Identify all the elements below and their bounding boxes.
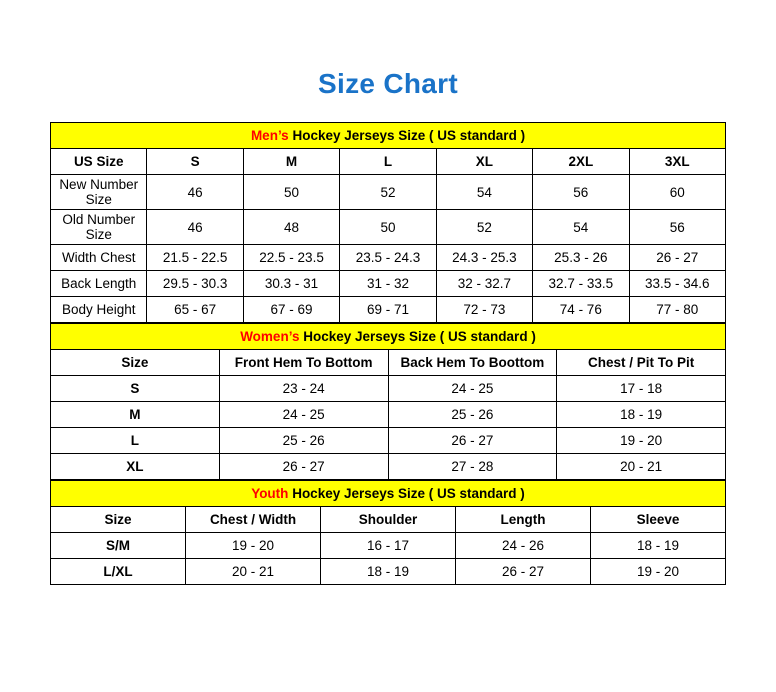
mens-header-4: XL xyxy=(436,149,532,175)
mens-row2-c4: 24.3 - 25.3 xyxy=(436,245,532,271)
mens-row2-label: Width Chest xyxy=(51,245,147,271)
youth-row0-c3: 24 - 26 xyxy=(456,533,591,559)
mens-row1-label: Old Number Size xyxy=(51,210,147,245)
mens-row3-c4: 32 - 32.7 xyxy=(436,271,532,297)
mens-row0-label: New Number Size xyxy=(51,175,147,210)
womens-row3-c2: 27 - 28 xyxy=(388,454,557,480)
womens-row3-c3: 20 - 21 xyxy=(557,454,726,480)
mens-row4-label: Body Height xyxy=(51,297,147,323)
womens-row1-label: M xyxy=(51,402,220,428)
youth-row0-c1: 19 - 20 xyxy=(186,533,321,559)
womens-size-table xyxy=(50,323,726,480)
mens-row0-c5: 56 xyxy=(533,175,629,210)
youth-row1-c1: 20 - 21 xyxy=(186,559,321,585)
womens-row3-c1: 26 - 27 xyxy=(219,454,388,480)
table-header-row xyxy=(51,149,726,175)
mens-row1-c4: 52 xyxy=(436,210,532,245)
table-row xyxy=(51,175,726,210)
mens-row3-c5: 32.7 - 33.5 xyxy=(533,271,629,297)
table-row xyxy=(51,559,726,585)
mens-row4-c3: 69 - 71 xyxy=(340,297,436,323)
mens-row4-c5: 74 - 76 xyxy=(533,297,629,323)
mens-row3-c6: 33.5 - 34.6 xyxy=(629,271,725,297)
table-row xyxy=(51,402,726,428)
mens-row0-c3: 52 xyxy=(340,175,436,210)
womens-header-3: Chest / Pit To Pit xyxy=(557,350,726,376)
womens-row1-c1: 24 - 25 xyxy=(219,402,388,428)
youth-banner-rest: Hockey Jerseys Size ( US standard ) xyxy=(288,486,525,501)
youth-row1-c3: 26 - 27 xyxy=(456,559,591,585)
mens-row3-c1: 29.5 - 30.3 xyxy=(147,271,243,297)
womens-banner-cell xyxy=(51,324,726,350)
youth-row1-label: L/XL xyxy=(51,559,186,585)
youth-row1-c2: 18 - 19 xyxy=(321,559,456,585)
table-row xyxy=(51,376,726,402)
page-title: Size Chart xyxy=(318,68,458,99)
youth-header-3: Length xyxy=(456,507,591,533)
youth-row1-c4: 19 - 20 xyxy=(591,559,726,585)
mens-header-2: M xyxy=(243,149,339,175)
mens-header-1: S xyxy=(147,149,243,175)
womens-row0-c1: 23 - 24 xyxy=(219,376,388,402)
table-row xyxy=(51,454,726,480)
mens-row0-c1: 46 xyxy=(147,175,243,210)
mens-row2-c5: 25.3 - 26 xyxy=(533,245,629,271)
womens-row1-c2: 25 - 26 xyxy=(388,402,557,428)
youth-header-2: Shoulder xyxy=(321,507,456,533)
size-chart-tables xyxy=(50,122,726,585)
mens-row0-c4: 54 xyxy=(436,175,532,210)
youth-row0-label: S/M xyxy=(51,533,186,559)
womens-row1-c3: 18 - 19 xyxy=(557,402,726,428)
mens-row4-c1: 65 - 67 xyxy=(147,297,243,323)
youth-size-table xyxy=(50,480,726,585)
womens-row2-label: L xyxy=(51,428,220,454)
table-row xyxy=(51,271,726,297)
mens-banner-accent: Men’s xyxy=(250,128,289,143)
mens-header-0: US Size xyxy=(51,149,147,175)
womens-header-1: Front Hem To Bottom xyxy=(219,350,388,376)
table-banner-row xyxy=(51,123,726,149)
mens-banner-rest: Hockey Jerseys Size ( US standard ) xyxy=(288,128,526,143)
mens-row1-c3: 50 xyxy=(340,210,436,245)
youth-header-1: Chest / Width xyxy=(186,507,321,533)
mens-row1-c6: 56 xyxy=(629,210,725,245)
mens-row3-c2: 30.3 - 31 xyxy=(243,271,339,297)
mens-row4-c4: 72 - 73 xyxy=(436,297,532,323)
mens-row3-c3: 31 - 32 xyxy=(340,271,436,297)
mens-row1-c5: 54 xyxy=(533,210,629,245)
womens-header-2: Back Hem To Boottom xyxy=(388,350,557,376)
womens-row2-c3: 19 - 20 xyxy=(557,428,726,454)
womens-row0-c2: 24 - 25 xyxy=(388,376,557,402)
mens-row4-c2: 67 - 69 xyxy=(243,297,339,323)
youth-header-4: Sleeve xyxy=(591,507,726,533)
table-banner-row xyxy=(51,324,726,350)
table-row xyxy=(51,210,726,245)
womens-banner-accent: Women’s xyxy=(240,329,300,344)
mens-header-5: 2XL xyxy=(533,149,629,175)
mens-row0-c6: 60 xyxy=(629,175,725,210)
mens-banner-cell xyxy=(51,123,726,149)
table-row xyxy=(51,428,726,454)
mens-row2-c1: 21.5 - 22.5 xyxy=(147,245,243,271)
mens-row0-c2: 50 xyxy=(243,175,339,210)
table-row xyxy=(51,533,726,559)
table-banner-row xyxy=(51,481,726,507)
womens-row2-c2: 26 - 27 xyxy=(388,428,557,454)
mens-row4-c6: 77 - 80 xyxy=(629,297,725,323)
womens-banner-rest: Hockey Jerseys Size ( US standard ) xyxy=(299,329,536,344)
mens-header-3: L xyxy=(340,149,436,175)
mens-row1-c1: 46 xyxy=(147,210,243,245)
table-header-row xyxy=(51,350,726,376)
mens-row2-c3: 23.5 - 24.3 xyxy=(340,245,436,271)
table-header-row xyxy=(51,507,726,533)
womens-row0-label: S xyxy=(51,376,220,402)
womens-header-0: Size xyxy=(51,350,220,376)
womens-row0-c3: 17 - 18 xyxy=(557,376,726,402)
youth-row0-c4: 18 - 19 xyxy=(591,533,726,559)
youth-banner-cell xyxy=(51,481,726,507)
mens-row2-c6: 26 - 27 xyxy=(629,245,725,271)
mens-size-table xyxy=(50,122,726,323)
table-row xyxy=(51,245,726,271)
womens-row2-c1: 25 - 26 xyxy=(219,428,388,454)
mens-row3-label: Back Length xyxy=(51,271,147,297)
mens-row1-c2: 48 xyxy=(243,210,339,245)
mens-header-6: 3XL xyxy=(629,149,725,175)
youth-banner-accent: Youth xyxy=(251,486,289,501)
youth-row0-c2: 16 - 17 xyxy=(321,533,456,559)
youth-header-0: Size xyxy=(51,507,186,533)
mens-row2-c2: 22.5 - 23.5 xyxy=(243,245,339,271)
womens-row3-label: XL xyxy=(51,454,220,480)
table-row xyxy=(51,297,726,323)
